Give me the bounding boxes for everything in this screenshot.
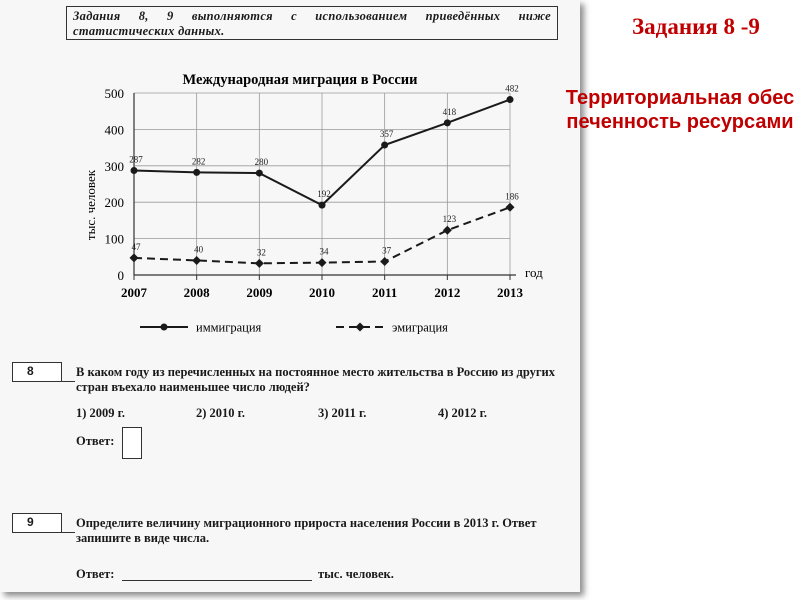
- data-label: 282: [191, 156, 206, 167]
- chart-legend: [140, 321, 448, 335]
- x-tick-label: 2011: [372, 285, 398, 300]
- data-label: 186: [505, 191, 519, 202]
- data-point: [192, 256, 201, 265]
- slide-subtitle: Территориальная обеспеченность ресурсами: [565, 87, 795, 133]
- y-axis-label: тыс. человек: [83, 169, 98, 241]
- question-8-answer-box[interactable]: [122, 427, 142, 459]
- y-tick-label: 400: [104, 122, 124, 138]
- legend-label: эмиграция: [392, 320, 448, 335]
- x-tick-label: 2010: [309, 285, 335, 300]
- data-label: 287: [129, 154, 143, 165]
- x-tick-label: 2008: [183, 285, 210, 300]
- data-point: [318, 258, 327, 267]
- chart-series: [129, 84, 519, 268]
- data-label: 37: [382, 245, 392, 256]
- data-point: [255, 259, 264, 268]
- legend-marker: [161, 324, 168, 331]
- data-point: [443, 226, 452, 235]
- data-point: [256, 170, 263, 177]
- y-tick-label: 200: [104, 195, 124, 211]
- data-label: 40: [194, 244, 204, 255]
- data-point: [131, 167, 138, 174]
- question-9-answer-unit: тыс. человек.: [318, 567, 394, 581]
- data-label: 482: [505, 83, 519, 94]
- data-label: 418: [442, 106, 457, 117]
- question-9-text: Определите величину миграционного прироста населения России в 2013 г. Ответ запишите в виде числа.: [76, 516, 537, 545]
- data-label: 32: [256, 247, 266, 258]
- data-label: 47: [131, 241, 141, 252]
- data-point: [380, 257, 389, 266]
- question-8-option-3[interactable]: 3) 2011 г.: [318, 406, 367, 420]
- data-point: [130, 253, 139, 262]
- data-point: [507, 96, 514, 103]
- y-tick-label: 500: [104, 86, 124, 101]
- x-tick-label: 2007: [121, 285, 147, 300]
- data-point: [506, 203, 515, 212]
- question-8-option-2[interactable]: 2) 2010 г.: [196, 406, 246, 420]
- chart-title: Международная миграция в России: [182, 72, 418, 88]
- instruction-note: Задания 8, 9 выполняются с использованием приведённых ниже статистических данных.: [66, 6, 558, 40]
- slide-title: Задания 8 -9: [632, 14, 760, 39]
- question-8-text: В каком году из перечисленных на постоянное место жительства в Россию из других стран въехало наименьшее число людей?: [76, 365, 555, 394]
- data-point: [319, 202, 326, 209]
- x-tick-label: 2009: [246, 285, 273, 300]
- data-label: 357: [379, 129, 394, 140]
- question-9-answer-line[interactable]: [122, 580, 312, 581]
- question-9-number: 9: [12, 513, 62, 533]
- data-label: 123: [442, 214, 457, 225]
- data-label: 280: [254, 157, 269, 168]
- legend-marker: [356, 323, 365, 332]
- data-point: [193, 169, 200, 176]
- x-tick-label: 2012: [434, 285, 461, 300]
- data-point: [381, 142, 388, 149]
- y-tick-label: 100: [104, 231, 124, 247]
- data-label: 192: [317, 189, 331, 200]
- question-9-answer-label: Ответ:: [76, 567, 115, 581]
- question-8-number: 8: [12, 362, 62, 382]
- x-axis-label: год: [525, 265, 543, 280]
- x-tick-label: 2013: [497, 285, 523, 300]
- legend-label: иммиграция: [196, 320, 262, 335]
- migration-chart: [0, 56, 580, 346]
- y-tick-label: 300: [104, 158, 124, 174]
- question-8-option-1[interactable]: 1) 2009 г.: [76, 406, 126, 420]
- data-label: 34: [319, 246, 329, 257]
- y-tick-label: 0: [117, 268, 124, 283]
- question-8-answer-label: Ответ:: [76, 434, 115, 448]
- question-8-option-4[interactable]: 4) 2012 г.: [438, 406, 488, 420]
- data-point: [444, 119, 451, 126]
